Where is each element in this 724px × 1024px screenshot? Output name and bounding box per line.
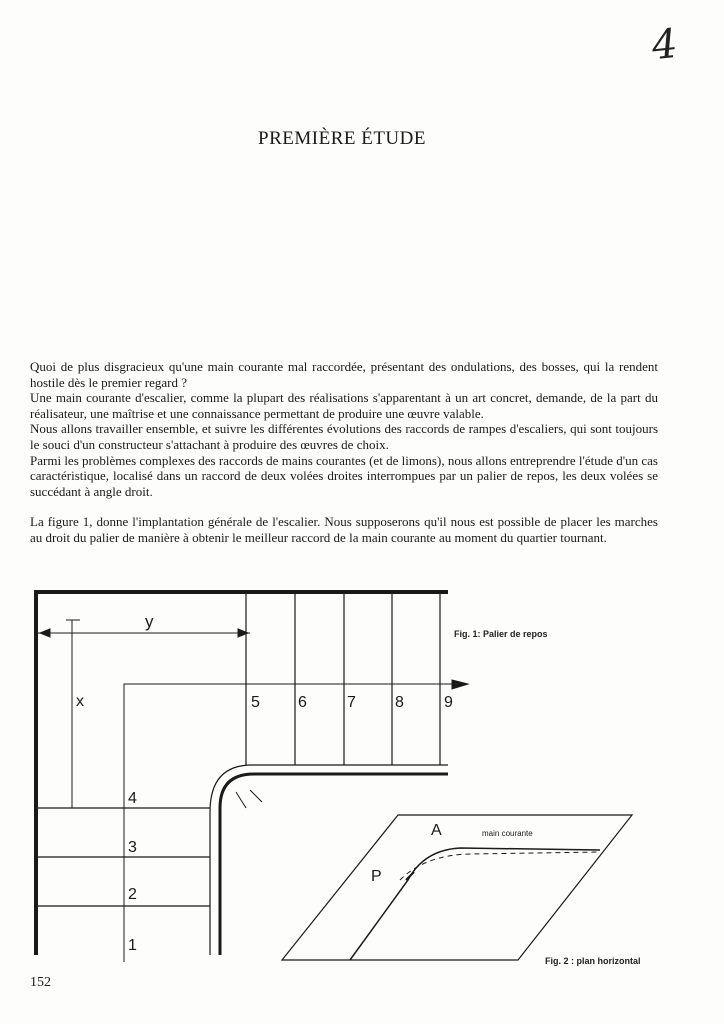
body-text xyxy=(30,359,658,546)
label-a: A xyxy=(431,822,442,839)
step-number-3: 3 xyxy=(128,839,137,856)
dimension-y-arrow-left xyxy=(40,629,50,637)
step-number-5: 5 xyxy=(251,694,260,711)
step-number-8: 8 xyxy=(395,694,404,711)
paragraph-4: Parmi les problèmes complexes des raccords de mains courantes (et de limons), nous allons entreprendre l'étude d'un cas caractéristique, localisé dans un raccord de deux volées droites interrompues par un palier de repos, les deux volées se succédant à angle droit. xyxy=(30,452,658,499)
paragraph-3: Nous allons travailler ensemble, et suivre les différentes évolutions des raccords de rampes d'escaliers, qui sont toujours le souci d'un constructeur s'attachant à produire des œuvres de choix. xyxy=(30,421,658,452)
step-number-4: 4 xyxy=(128,790,137,807)
step-number-1: 1 xyxy=(128,937,137,954)
paragraph-2: Une main courante d'escalier, comme la plupart des réalisations s'apparentant à un art concret, demande, de la part du réalisateur, une maîtrise et une connaissance permettant de produire une œuvre valable. xyxy=(30,390,658,421)
page-title: PREMIÈRE ÉTUDE xyxy=(258,128,426,149)
figure-2-horizontal-plan xyxy=(282,815,632,960)
handwritten-page-number: 4 xyxy=(649,20,680,70)
step-number-7: 7 xyxy=(347,694,356,711)
folio: 152 xyxy=(30,975,51,990)
corner-detail-mark xyxy=(236,790,262,808)
handrail-line xyxy=(220,774,448,955)
walking-line-arrow xyxy=(452,680,468,689)
step-number-2: 2 xyxy=(128,886,137,903)
figure-drawings xyxy=(0,580,724,980)
label-y: y xyxy=(145,612,154,631)
handrail-inner-line xyxy=(210,765,448,955)
step-number-6: 6 xyxy=(298,694,307,711)
label-x: x xyxy=(76,693,84,710)
plan-outline xyxy=(282,815,632,960)
step-number-9: 9 xyxy=(444,694,453,711)
figure-2-caption: Fig. 2 : plan horizontal xyxy=(545,956,641,966)
paragraph-1: Quoi de plus disgracieux qu'une main courante mal raccordée, présentant des ondulations, des bosses, qui la rendent hostile dès le premier regard ? xyxy=(30,359,658,390)
label-p: P xyxy=(371,868,382,885)
paragraph-5: La figure 1, donne l'implantation générale de l'escalier. Nous supposerons qu'il nous est possible de placer les marches au droit du palier de manière à obtenir le meilleur raccord de la main courante au moment du quartier tournant. xyxy=(30,514,658,545)
walking-line xyxy=(124,684,460,962)
figure-1-caption: Fig. 1: Palier de repos xyxy=(454,629,548,639)
label-main-courante: main courante xyxy=(482,829,533,838)
figure-1-staircase-plan xyxy=(36,592,468,962)
